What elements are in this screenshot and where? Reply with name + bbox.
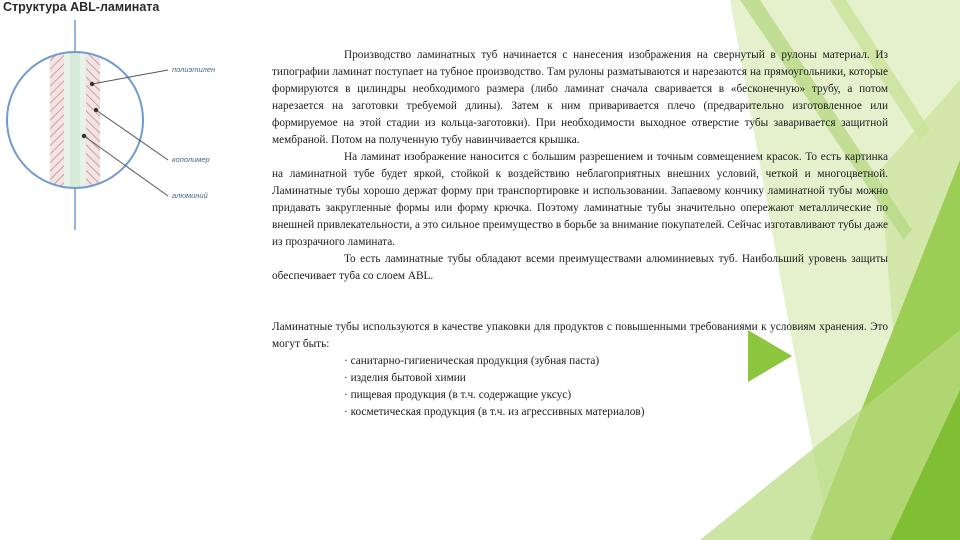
label-polyethylene: полиэтилен [172, 65, 216, 74]
usage-list-item: · изделия бытовой химии [344, 372, 466, 384]
body-text-block [272, 47, 888, 421]
slide-title: Структура ABL-ламината [3, 0, 160, 14]
paragraph-production: Производство ламинатных туб начинается с нанесения изображения на свернутый в рулоны материал. Из типографии ламинат поступает на тубное производство. Там рулоны разматываются и нарезаются на прямоугольники, которые формируются в цилиндры необходимого размера (либо ламинат сначала сваривается в «бесконечную» трубу, а потом нарезается на заготовки требуемой длины). Затем к ним приваривается плечо (предварительно изготовленное или формируемое на этой стадии из кольца-заготовки). При необходимости выходное отверстие тубы заваривается защитной мембраной. Потом на полученную тубу навинчивается крышка. [272, 49, 888, 146]
layer-inner-right [80, 40, 86, 200]
leader-line-polyethylene [92, 70, 168, 84]
usage-list-item: · пищевая продукция (в т.ч. содержащие уксус) [344, 389, 572, 401]
leader-dot-aluminium [82, 134, 86, 138]
layer-outer-right [86, 40, 100, 200]
label-copolymer: кополимер [172, 155, 210, 164]
layer-outer-left [50, 40, 64, 200]
paragraph-spacer [272, 285, 888, 319]
abl-laminate-structure-diagram [0, 0, 270, 240]
paragraph-printing: На ламинат изображение наносится с большим разрешением и точным совмещением красок. То есть картинка на ламинатной тубе будет яркой, стойкой к воздействию неблагоприятных внешних условий, четкой и многоцветной. Ламинатные тубы хорошо держат форму при транспортировке и использовании. Запаевому кончику ламинатной тубы можно придавать закругленные формы или форму крючка. Поэтому ламинатные тубы значительно опережают металлические по внешней привлекательности, а это сильное преимущество в борьбе за внимание покупателей. Сейчас изготавливают тубы даже из прозрачного ламината. [272, 151, 888, 248]
usage-list [272, 353, 888, 421]
leader-dot-polyethylene [90, 82, 94, 86]
laminate-layers [50, 40, 100, 200]
layer-inner-left [64, 40, 70, 200]
layer-core [70, 40, 80, 200]
paragraph-usage-intro: Ламинатные тубы используются в качестве упаковки для продуктов с повышенными требованиями к условиям хранения. Это могут быть: [272, 321, 888, 350]
usage-list-item: · косметическая продукция (в т.ч. из агрессивных материалов) [344, 406, 645, 418]
leader-dot-copolymer [94, 108, 98, 112]
label-aluminium: алюминий [172, 191, 208, 200]
paragraph-advantages: То есть ламинатные тубы обладают всеми преимуществами алюминиевых туб. Наибольший уровень защиты обеспечивает туба со слоем ABL. [272, 253, 888, 282]
usage-list-item: · санитарно-гигиеническая продукция (зубная паста) [344, 355, 600, 367]
